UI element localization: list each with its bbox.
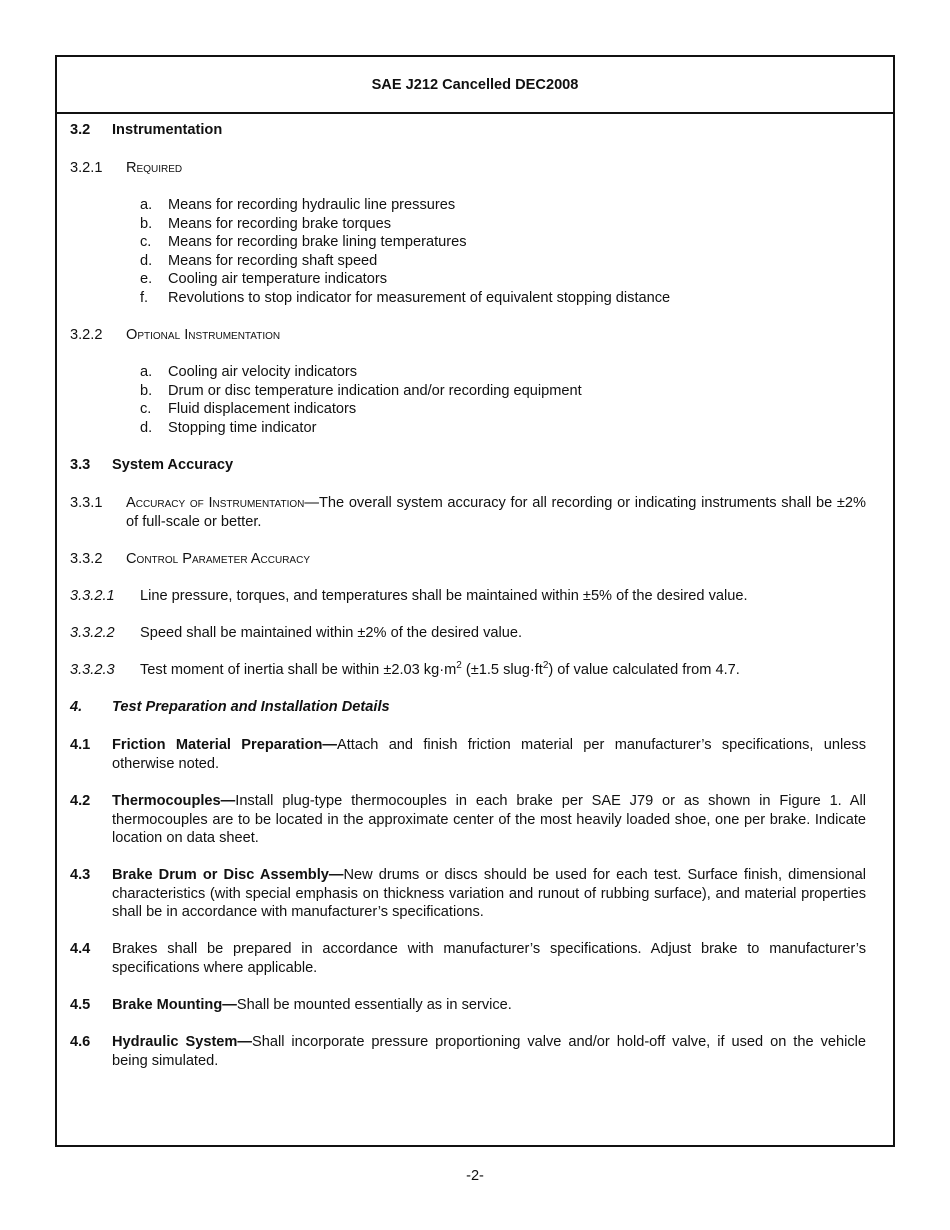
section-number: 3.2.1 xyxy=(70,160,103,176)
section-number: 3.2 xyxy=(70,122,91,138)
section-4-6-text: Hydraulic System—Shall incorporate pressure proportioning valve and/or hold-off valve, if used on the vehicle being simulated. xyxy=(112,1034,866,1069)
section-number: 3.3.2.3 xyxy=(70,662,115,678)
section-4-2-text: Thermocouples—Install plug-type thermocouples in each brake per SAE J79 or as shown in Figure 1. All thermocouples are to be located in the approximate center of the most heavily loaded shoe, one per brake. Indicate location on data sheet. xyxy=(112,793,866,846)
section-title: Instrumentation xyxy=(112,122,223,138)
section-4-4-text: Brakes shall be prepared in accordance with manufacturer’s specifications. Adjust brake to manufacturer’s specifications where applicable. xyxy=(112,941,866,976)
section-4-2-number: 4.2 xyxy=(70,793,91,809)
section-number: 3.3.2.2 xyxy=(70,625,115,641)
section-number: 4. xyxy=(70,699,83,715)
section-number: 3.2.2 xyxy=(70,327,103,343)
section-4-1-text: Friction Material Preparation—Attach and finish friction material per manufacturer’s specifications, unless otherwise noted. xyxy=(112,737,866,772)
page-number: -2- xyxy=(466,1168,484,1184)
section-4-5-text: Brake Mounting—Shall be mounted essentially as in service. xyxy=(112,997,512,1013)
section-number: 3.3.2 xyxy=(70,551,103,567)
section-title: Test Preparation and Installation Details xyxy=(112,699,390,715)
section-4-1-number: 4.1 xyxy=(70,737,91,753)
document-header xyxy=(57,57,893,114)
section-4-4-number: 4.4 xyxy=(70,941,91,957)
document-title: SAE J212 Cancelled DEC2008 xyxy=(371,76,579,93)
section-3-3-1-number: 3.3.1 xyxy=(70,495,103,511)
section-4-3-text: Brake Drum or Disc Assembly—New drums or discs should be used for each test. Surface finish, dimensional characteristics (with special emphasis on thickness variation and runout of rubbing surface), and material properties shall be in accordance with manufacturer’s specifications. xyxy=(112,867,866,920)
section-title: Control Parameter Accuracy xyxy=(126,551,310,567)
section-3-3-1-text: Accuracy of Instrumentation—The overall system accuracy for all recording or indicating instruments shall be ±2% of full-scale or better. xyxy=(126,495,866,530)
section-title: Optional Instrumentation xyxy=(126,327,281,343)
section-number: 3.3.2.1 xyxy=(70,588,115,604)
section-4-5-number: 4.5 xyxy=(70,997,91,1013)
section-title: Required xyxy=(126,160,183,176)
section-number: 3.3 xyxy=(70,457,91,473)
section-4-6-number: 4.6 xyxy=(70,1034,91,1050)
section-4-3-number: 4.3 xyxy=(70,867,91,883)
section-title: System Accuracy xyxy=(112,457,234,473)
